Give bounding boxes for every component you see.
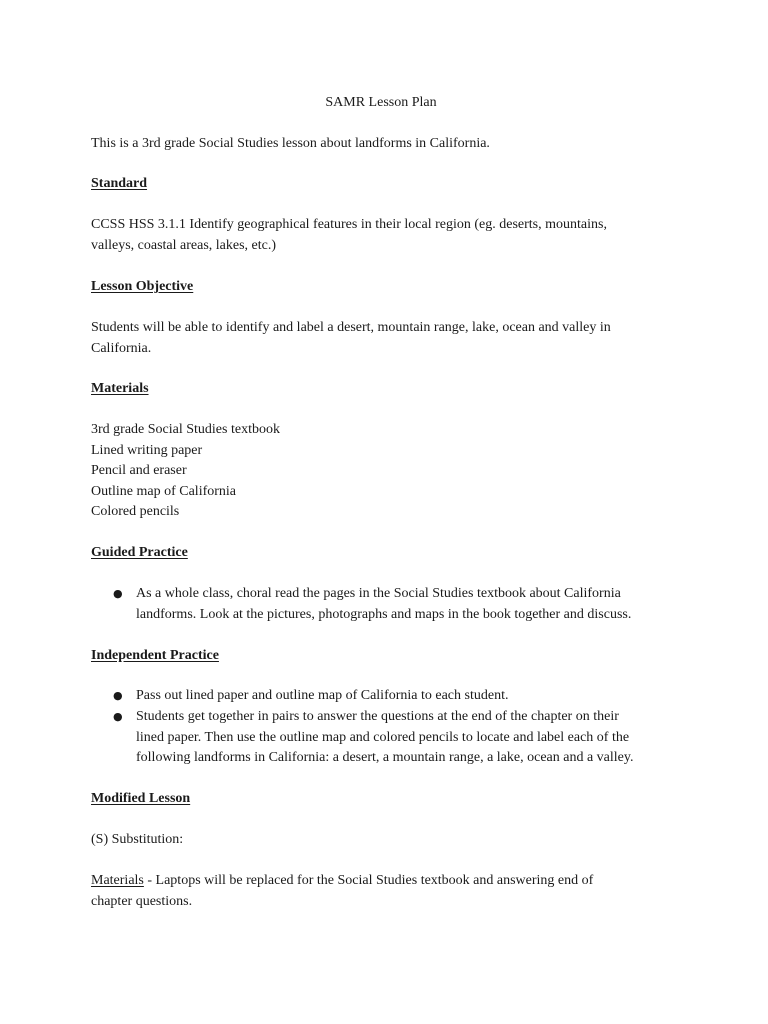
objective-line-2: California. <box>91 340 152 356</box>
bullet-icon: ● <box>113 689 123 702</box>
objective-heading: Lesson Objective <box>91 279 194 294</box>
independent-bullet-line: Pass out lined paper and outline map of California to each student. <box>136 688 509 703</box>
materials-item: 3rd grade Social Studies textbook <box>91 422 280 437</box>
standard-line-1: CCSS HSS 3.1.1 Identify geographical features in their local region (eg. deserts, mountains, <box>91 217 607 232</box>
modified-materials-label: Materials <box>91 873 144 888</box>
standard-line-2: valleys, coastal areas, lakes, etc.) <box>91 237 277 253</box>
independent-bullet-line: Students get together in pairs to answer the questions at the end of the chapter on their <box>136 709 619 724</box>
materials-item: Lined writing paper <box>91 442 203 458</box>
materials-item: Pencil and eraser <box>91 463 187 478</box>
bullet-icon: ● <box>113 710 123 723</box>
modified-lesson-heading: Modified Lesson <box>91 791 191 806</box>
guided-bullet-line: landforms. Look at the pictures, photographs and maps in the book together and discuss. <box>136 606 632 622</box>
guided-practice-heading: Guided Practice <box>91 545 188 560</box>
modified-materials-line <box>91 871 593 892</box>
materials-item: Outline map of California <box>91 483 237 499</box>
objective-line-1: Students will be able to identify and label a desert, mountain range, lake, ocean and valley in <box>91 320 611 335</box>
guided-bullet-line: As a whole class, choral read the pages in the Social Studies textbook about California <box>136 586 621 601</box>
standard-heading: Standard <box>91 176 148 191</box>
modified-materials-line-2: chapter questions. <box>91 893 193 909</box>
bullet-icon: ● <box>113 587 123 600</box>
independent-practice-heading: Independent Practice <box>91 648 219 663</box>
independent-bullet-line: lined paper. Then use the outline map and colored pencils to locate and label each of the <box>136 729 630 745</box>
substitution-label: (S) Substitution: <box>91 832 184 847</box>
intro-text: This is a 3rd grade Social Studies lesson about landforms in California. <box>91 136 490 151</box>
modified-materials-text: - Laptops will be replaced for the Social Studies textbook and answering end of <box>143 873 594 888</box>
document-title: SAMR Lesson Plan <box>325 95 437 110</box>
materials-item: Colored pencils <box>91 504 180 519</box>
independent-bullet-line: following landforms in California: a desert, a mountain range, a lake, ocean and a valley. <box>136 750 634 765</box>
materials-heading: Materials <box>91 381 149 396</box>
